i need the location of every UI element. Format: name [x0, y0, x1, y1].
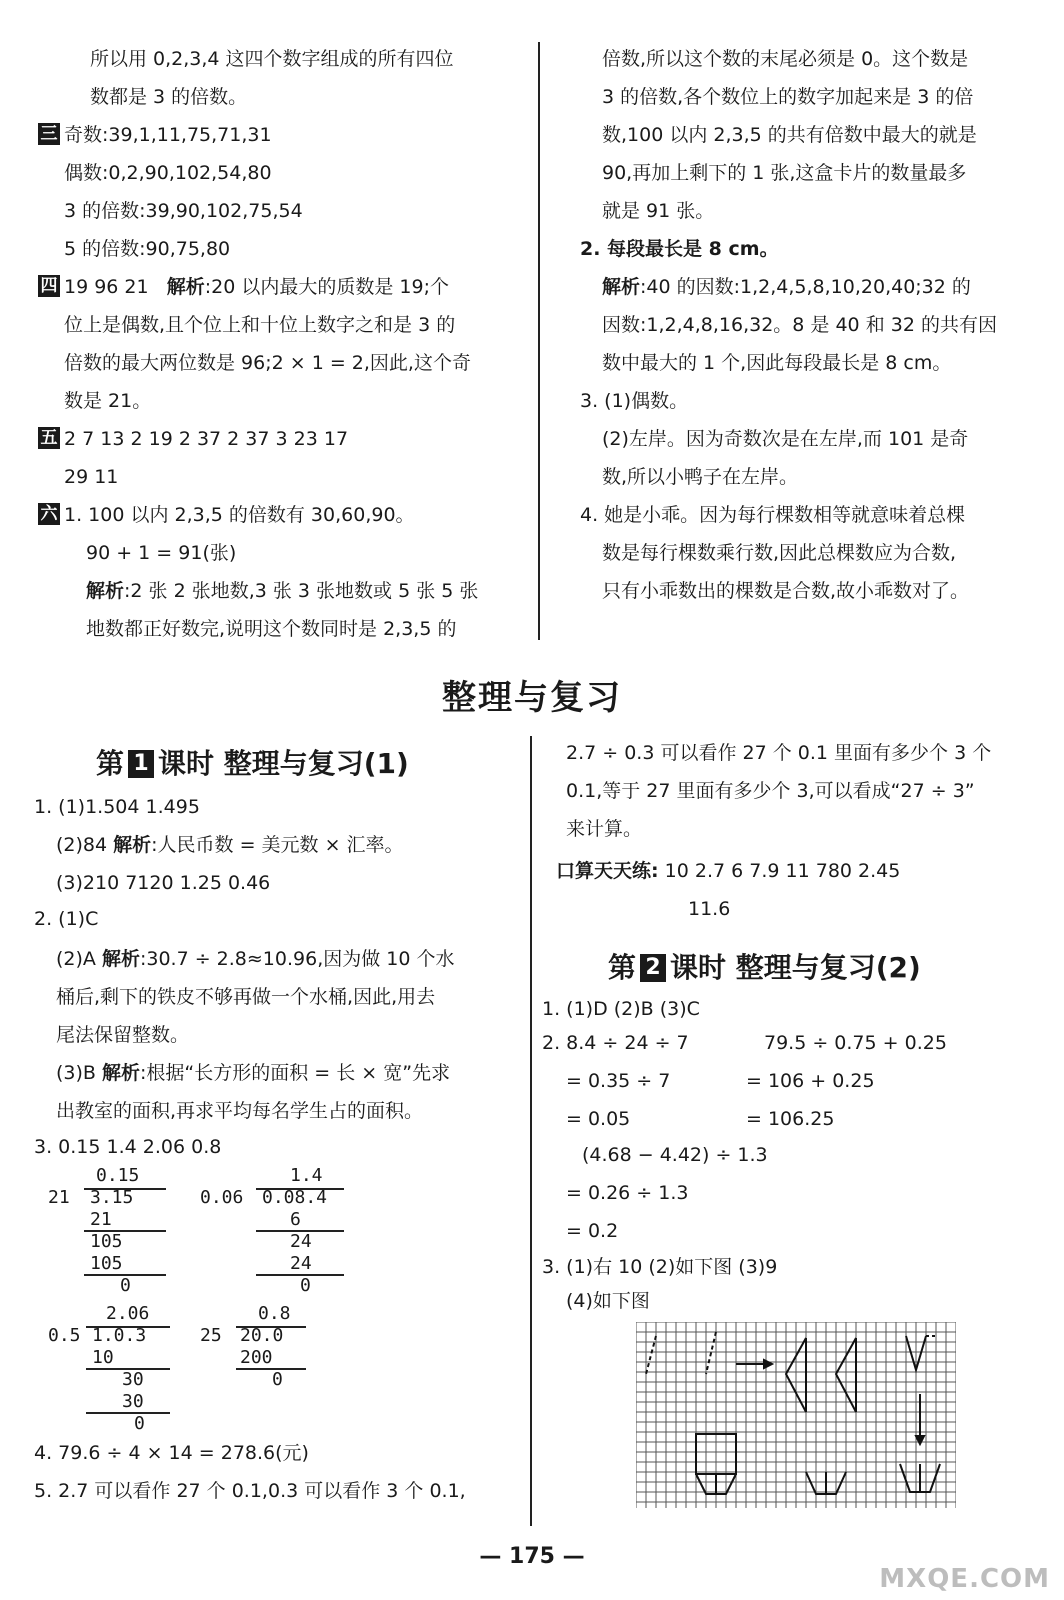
text-line: 3. (1)右 10 (2)如下图 (3)9 [542, 1256, 778, 1278]
text-line: 2 7 13 2 19 2 37 2 37 3 23 17 [64, 428, 349, 450]
text-line: 奇数:39,1,11,75,71,31 [64, 124, 272, 146]
text-line: 1. (1)D (2)B (3)C [542, 998, 700, 1020]
text-line: = 0.26 ÷ 1.3 [566, 1182, 689, 1204]
text-line: = 0.35 ÷ 7 [566, 1070, 671, 1092]
lesson-1-heading [96, 742, 409, 782]
lesson-number-badge: 2 [640, 954, 666, 982]
text-line: 数,所以小鸭子在左岸。 [602, 466, 799, 488]
analysis-label: 解析 [101, 948, 140, 970]
division-rule [236, 1368, 306, 1370]
step: 6 [290, 1209, 301, 1230]
analysis-label: 解析 [86, 580, 125, 602]
text-line: 90 + 1 = 91(张) [86, 542, 237, 564]
remainder: 0 [272, 1369, 283, 1390]
text-line: 偶数:0,2,90,102,54,80 [64, 162, 272, 184]
text-line-analysis [56, 832, 404, 858]
division-bar [256, 1188, 344, 1190]
remainder: 0 [300, 1275, 311, 1296]
division-bar [86, 1326, 170, 1328]
answer: (2)84 [56, 834, 114, 856]
text-line: 数是 21。 [64, 390, 152, 412]
division-bar [84, 1188, 166, 1190]
step: 21 [90, 1209, 112, 1230]
remainder: 0 [134, 1413, 145, 1434]
answer: (2)A [56, 948, 102, 970]
question-4: 4. 她是小乖。因为每行棵数相等就意味着总棵 [580, 504, 966, 526]
analysis-label: 解析 [102, 1062, 141, 1084]
text-line: 1. 100 以内 2,3,5 的倍数有 30,60,90。 [64, 504, 415, 526]
analysis-label: 解析 [602, 276, 641, 298]
column-divider [538, 42, 540, 640]
section-mark: 六 [38, 503, 60, 525]
text-line: 4. 79.6 ÷ 4 × 14 = 278.6(元) [34, 1442, 309, 1464]
quotient: 0.15 [96, 1165, 140, 1186]
lesson-prefix: 第 [608, 951, 637, 984]
text-line-analysis [86, 578, 478, 604]
text-line: 倍数,所以这个数的末尾必须是 0。这个数是 [602, 48, 969, 70]
column-divider [530, 736, 532, 1526]
text-line: 数是每行棵数乘行数,因此总棵数应为合数, [602, 542, 957, 564]
watermark: MXQE.COM [879, 1564, 1050, 1594]
text-line: 地数都正好数完,说明这个数同时是 2,3,5 的 [86, 618, 457, 640]
question-2: 2. 每段最长是 8 cm。 [580, 238, 779, 260]
text-line-analysis [56, 946, 455, 972]
lesson-title: 课时 整理与复习(2) [670, 951, 921, 984]
kousuan-label: 口算天天练: [556, 860, 659, 882]
dividend: 3.15 [90, 1187, 134, 1208]
division-rule [84, 1230, 166, 1232]
text-line: 3. 0.15 1.4 2.06 0.8 [34, 1136, 222, 1158]
dividend: 20.0 [240, 1325, 284, 1346]
remainder: 0 [120, 1275, 131, 1296]
analysis-label: 解析 [166, 276, 205, 298]
quotient: 1.4 [290, 1165, 323, 1186]
text-line-analysis [56, 1060, 450, 1086]
text-line: = 106 + 0.25 [746, 1070, 875, 1092]
step: 10 [92, 1347, 114, 1368]
text-line: 桶后,剩下的铁皮不够再做一个水桶,因此,用去 [56, 986, 436, 1008]
text-line-analysis [602, 274, 971, 300]
text-line: 90,再加上剩下的 1 张,这盒卡片的数量最多 [602, 162, 967, 184]
text-line: (2)左岸。因为奇数次是在左岸,而 101 是奇 [602, 428, 969, 450]
text-line: 5 的倍数:90,75,80 [64, 238, 231, 260]
text-line: 来计算。 [566, 818, 643, 840]
lesson-title: 课时 整理与复习(1) [158, 747, 409, 780]
text-line: = 106.25 [746, 1108, 835, 1130]
text-line: 数都是 3 的倍数。 [90, 86, 248, 108]
section-three [38, 122, 272, 148]
lesson-2-heading [608, 946, 921, 986]
long-division-4 [200, 1304, 330, 1394]
text-line: 所以用 0,2,3,4 这四个数字组成的所有四位 [90, 48, 454, 70]
text-line: (3)210 7120 1.25 0.46 [56, 872, 271, 894]
text-line: 只有小乖数出的棵数是合数,故小乖数对了。 [602, 580, 970, 602]
division-rule [256, 1230, 344, 1232]
text-line: 数中最大的 1 个,因此每段最长是 8 cm。 [602, 352, 952, 374]
text-line: 2. 8.4 ÷ 24 ÷ 7 [542, 1032, 689, 1054]
section-six [38, 502, 415, 528]
divisor: 0.5 [48, 1325, 81, 1346]
division-bar [236, 1326, 306, 1328]
analysis-label: 解析 [113, 834, 152, 856]
text-line: 0.1,等于 27 里面有多少个 3,可以看成“27 ÷ 3” [566, 780, 975, 802]
text-line: 11.6 [688, 898, 731, 920]
answer: 19 96 21 [64, 276, 149, 298]
text-line: 数,100 以内 2,3,5 的共有倍数中最大的就是 [602, 124, 977, 146]
text-line: 出教室的面积,再求平均每名学生占的面积。 [56, 1100, 424, 1122]
text-line: :40 的因数:1,2,4,5,8,10,20,40;32 的 [640, 276, 971, 298]
section-mark: 四 [38, 275, 60, 297]
division-rule [86, 1412, 170, 1414]
text-line: 79.5 ÷ 0.75 + 0.25 [764, 1032, 947, 1054]
dividend: 1.0.3 [92, 1325, 147, 1346]
text-line: 2. (1)C [34, 908, 99, 930]
division-rule [84, 1274, 166, 1276]
dividend: 0.08.4 [262, 1187, 328, 1208]
quotient: 2.06 [106, 1303, 150, 1324]
kousuan-line [556, 858, 900, 884]
text-line: 就是 91 张。 [602, 200, 715, 222]
text-line: :20 以内最大的质数是 19;个 [204, 276, 449, 298]
section-mark: 三 [38, 123, 60, 145]
text-line: 5. 2.7 可以看作 27 个 0.1,0.3 可以看作 3 个 0.1, [34, 1480, 466, 1502]
text-line: 1. (1)1.504 1.495 [34, 796, 200, 818]
text-line: :2 张 2 张地数,3 张 3 张地数或 5 张 5 张 [124, 580, 479, 602]
grid-figure [636, 1322, 956, 1508]
text-line: 3 的倍数,各个数位上的数字加起来是 3 的倍 [602, 86, 974, 108]
kousuan-values: 10 2.7 6 7.9 11 780 2.45 [664, 860, 901, 882]
section-five [38, 426, 348, 452]
division-rule [86, 1368, 170, 1370]
section-four [38, 274, 449, 300]
text-line: 2.7 ÷ 0.3 可以看作 27 个 0.1 里面有多少个 3 个 [566, 742, 992, 764]
text-line: (4)如下图 [566, 1290, 650, 1312]
step: 30 [122, 1391, 144, 1412]
text-line: = 0.2 [566, 1220, 619, 1242]
step: 24 [290, 1253, 312, 1274]
section-title: 整理与复习 [442, 678, 622, 718]
text-line: :30.7 ÷ 2.8≈10.96,因为做 10 个水 [139, 948, 455, 970]
answer: (3)B [56, 1062, 102, 1084]
lesson-prefix: 第 [96, 747, 125, 780]
quotient: 0.8 [258, 1303, 291, 1324]
step: 105 [90, 1253, 123, 1274]
step: 24 [290, 1231, 312, 1252]
division-rule [256, 1274, 344, 1276]
text-line: 3 的倍数:39,90,102,75,54 [64, 200, 303, 222]
text-line: 29 11 [64, 466, 119, 488]
text-line: :人民币数 = 美元数 × 汇率。 [151, 834, 404, 856]
divisor: 25 [200, 1325, 222, 1346]
question-3: 3. (1)偶数。 [580, 390, 689, 412]
step: 30 [122, 1369, 144, 1390]
text-line: 位上是偶数,且个位上和十位上数字之和是 3 的 [64, 314, 456, 336]
section-mark: 五 [38, 427, 60, 449]
step: 200 [240, 1347, 273, 1368]
text-line: (4.68 − 4.42) ÷ 1.3 [582, 1144, 768, 1166]
text-line: 倍数的最大两位数是 96;2 × 1 = 2,因此,这个奇 [64, 352, 471, 374]
text-line: 尾法保留整数。 [56, 1024, 190, 1046]
divisor: 0.06 [200, 1187, 244, 1208]
text-line: = 0.05 [566, 1108, 631, 1130]
step: 105 [90, 1231, 123, 1252]
lesson-number-badge: 1 [128, 750, 154, 778]
page-number: — 175 — [479, 1544, 585, 1569]
text-line: 因数:1,2,4,8,16,32。8 是 40 和 32 的共有因 [602, 314, 997, 336]
divisor: 21 [48, 1187, 70, 1208]
text-line: :根据“长方形的面积 = 长 × 宽”先求 [140, 1062, 451, 1084]
